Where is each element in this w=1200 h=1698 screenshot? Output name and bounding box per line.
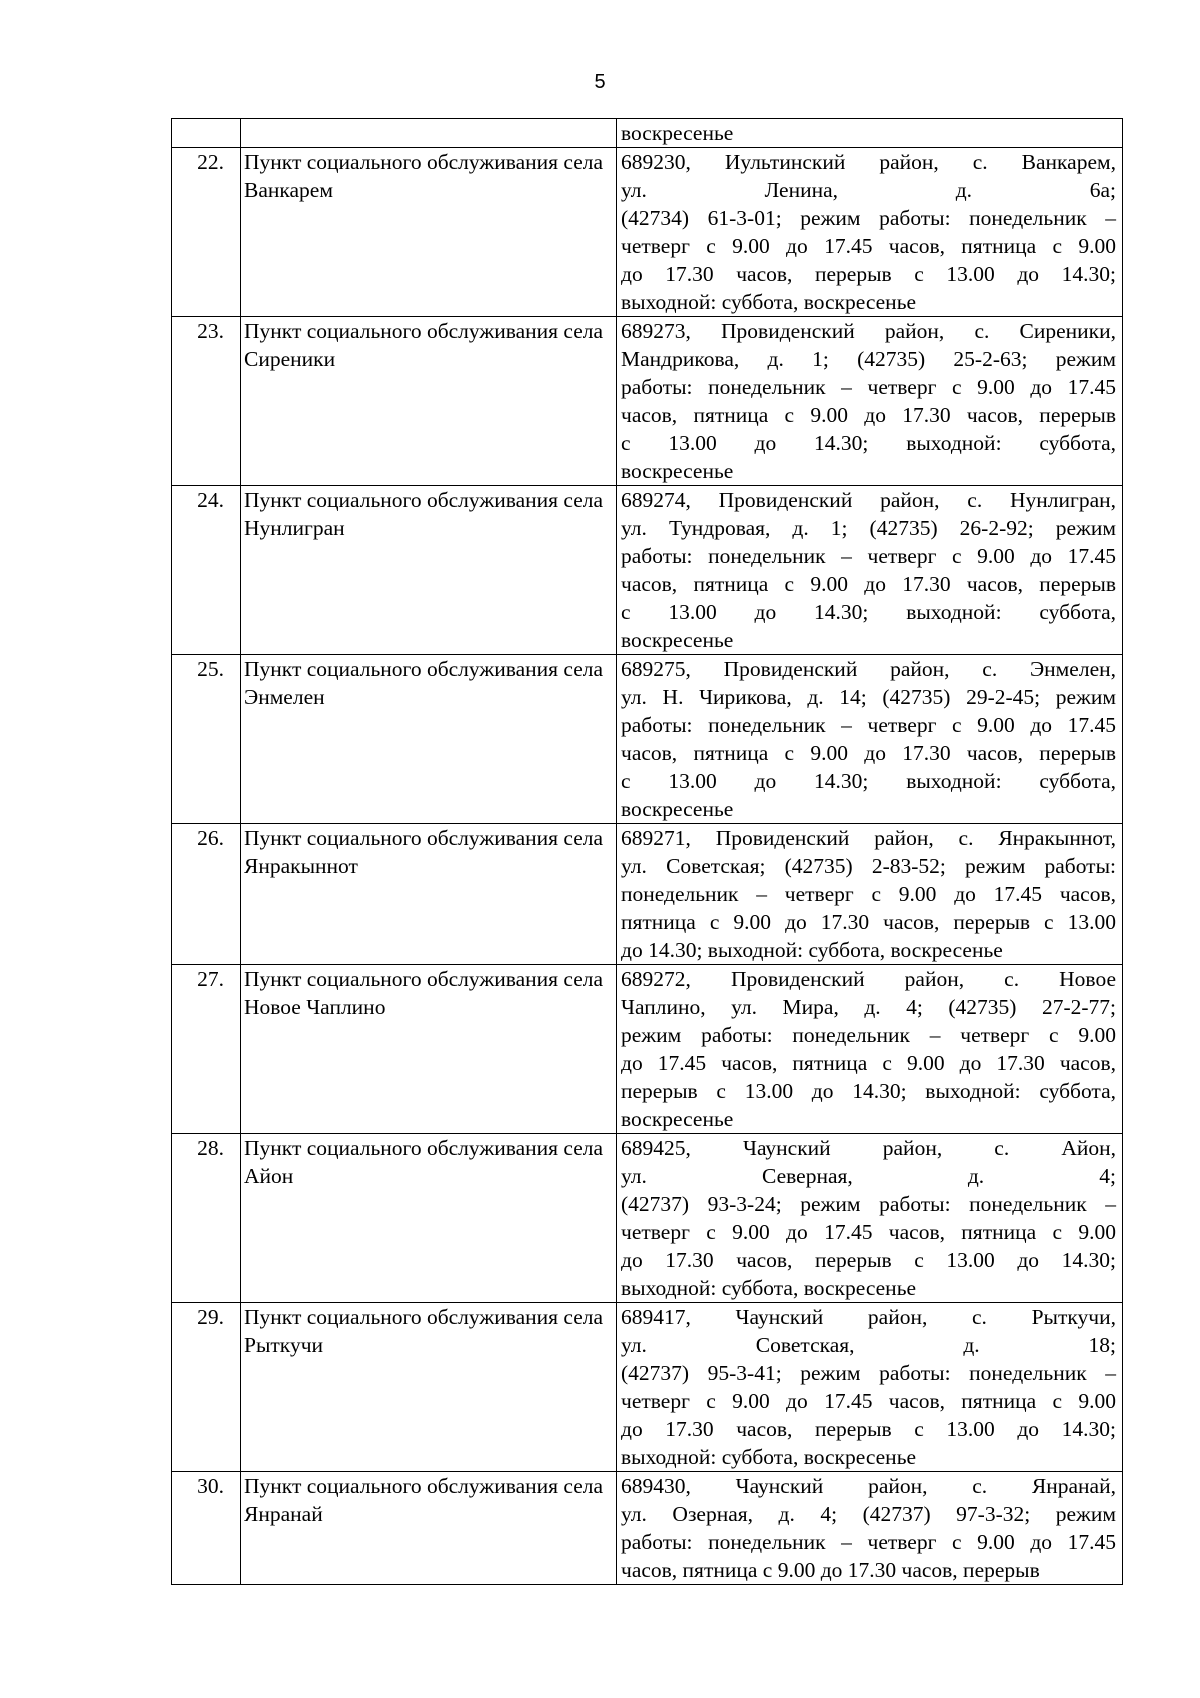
facility-address-cell <box>617 655 1123 824</box>
address-line: ул. Тундровая, д. 1; (42735) 26-2-92; режим <box>621 516 1116 540</box>
facilities-table <box>171 118 1123 1585</box>
address-line: до 17.30 часов, перерыв с 13.00 до 14.30; <box>621 262 1116 286</box>
address-line: до 17.45 часов, пятница с 9.00 до 17.30 часов, <box>621 1051 1116 1075</box>
table-row <box>172 824 1123 965</box>
facility-name-cell: Пункт социального обслуживания села Нунлигран <box>241 486 617 655</box>
row-number-cell: 29. <box>172 1303 241 1472</box>
address-line: до 17.30 часов, перерыв с 13.00 до 14.30; <box>621 1248 1116 1272</box>
address-line: четверг с 9.00 до 17.45 часов, пятница с 9.00 <box>621 1220 1116 1244</box>
address-line: пятница с 9.00 до 17.30 часов, перерыв с 13.00 <box>621 910 1116 934</box>
address-line: работы: понедельник – четверг с 9.00 до 17.45 <box>621 375 1116 399</box>
row-number-cell: 23. <box>172 317 241 486</box>
address-line: выходной: суббота, воскресенье <box>621 1276 917 1300</box>
address-line: 689275, Провиденский район, с. Энмелен, <box>621 657 1116 681</box>
address-line: часов, пятница с 9.00 до 17.30 часов, перерыв <box>621 572 1116 596</box>
address-line: 689430, Чаунский район, с. Янранай, <box>621 1474 1116 1498</box>
address-line: выходной: суббота, воскресенье <box>621 290 917 314</box>
address-line: режим работы: понедельник – четверг с 9.00 <box>621 1023 1116 1047</box>
facility-address-cell <box>617 1472 1123 1585</box>
facility-address-cell <box>617 1303 1123 1472</box>
address-line: выходной: суббота, воскресенье <box>621 1445 917 1469</box>
address-line: Чаплино, ул. Мира, д. 4; (42735) 27-2-77; <box>621 995 1116 1019</box>
facility-name-cell: Пункт социального обслуживания села Ванкарем <box>241 148 617 317</box>
address-line: с 13.00 до 14.30; выходной: суббота, <box>621 431 1116 455</box>
address-line: 689274, Провиденский район, с. Нунлигран, <box>621 488 1116 512</box>
address-line: 689230, Иультинский район, с. Ванкарем, <box>621 150 1116 174</box>
address-line: ул. Н. Чирикова, д. 14; (42735) 29-2-45; режим <box>621 685 1116 709</box>
row-number-cell: 30. <box>172 1472 241 1585</box>
row-number-cell: 27. <box>172 965 241 1134</box>
facility-name-cell: Пункт социального обслуживания села Рыткучи <box>241 1303 617 1472</box>
address-line: ул. Советская, д. 18; <box>621 1333 1116 1357</box>
table-body <box>172 119 1123 1585</box>
address-line: часов, пятница с 9.00 до 17.30 часов, перерыв <box>621 1558 1040 1582</box>
row-number-cell: 28. <box>172 1134 241 1303</box>
address-line: до 14.30; выходной: суббота, воскресенье <box>621 938 1003 962</box>
address-line: 689273, Провиденский район, с. Сиреники, <box>621 319 1116 343</box>
row-number-cell <box>172 119 241 148</box>
facility-address-cell <box>617 965 1123 1134</box>
page-number: 5 <box>594 71 606 93</box>
address-line: четверг с 9.00 до 17.45 часов, пятница с 9.00 <box>621 234 1116 258</box>
address-line: работы: понедельник – четверг с 9.00 до 17.45 <box>621 1530 1116 1554</box>
facility-address-cell <box>617 119 1123 148</box>
address-line: 689425, Чаунский район, с. Айон, <box>621 1136 1116 1160</box>
facility-address-cell <box>617 824 1123 965</box>
address-line: с 13.00 до 14.30; выходной: суббота, <box>621 600 1116 624</box>
table-row <box>172 1303 1123 1472</box>
table-row <box>172 317 1123 486</box>
address-line: понедельник – четверг с 9.00 до 17.45 часов, <box>621 882 1116 906</box>
facility-address-cell <box>617 486 1123 655</box>
facility-address-cell <box>617 317 1123 486</box>
facility-address-cell <box>617 148 1123 317</box>
facility-name-cell: Пункт социального обслуживания села Янранай <box>241 1472 617 1585</box>
table-row <box>172 965 1123 1134</box>
row-number-cell: 22. <box>172 148 241 317</box>
address-line: работы: понедельник – четверг с 9.00 до 17.45 <box>621 713 1116 737</box>
facility-name-cell <box>241 119 617 148</box>
address-line: четверг с 9.00 до 17.45 часов, пятница с 9.00 <box>621 1389 1116 1413</box>
facility-name-cell: Пункт социального обслуживания села Айон <box>241 1134 617 1303</box>
address-line: с 13.00 до 14.30; выходной: суббота, <box>621 769 1116 793</box>
address-line: воскресенье <box>621 628 734 652</box>
address-line: воскресенье <box>621 121 734 145</box>
address-line: воскресенье <box>621 459 734 483</box>
address-line: (42737) 95-3-41; режим работы: понедельник – <box>621 1361 1116 1385</box>
address-line: воскресенье <box>621 1107 734 1131</box>
table-row <box>172 486 1123 655</box>
address-line: 689271, Провиденский район, с. Янракыннот, <box>621 826 1116 850</box>
address-line: работы: понедельник – четверг с 9.00 до 17.45 <box>621 544 1116 568</box>
table-row <box>172 119 1123 148</box>
facility-name-cell: Пункт социального обслуживания села Энмелен <box>241 655 617 824</box>
address-line: Мандрикова, д. 1; (42735) 25-2-63; режим <box>621 347 1116 371</box>
address-line: (42734) 61-3-01; режим работы: понедельник – <box>621 206 1116 230</box>
address-line: перерыв с 13.00 до 14.30; выходной: суббота, <box>621 1079 1116 1103</box>
address-line: часов, пятница с 9.00 до 17.30 часов, перерыв <box>621 403 1116 427</box>
facility-name-cell: Пункт социального обслуживания села Новое Чаплино <box>241 965 617 1134</box>
address-line: до 17.30 часов, перерыв с 13.00 до 14.30; <box>621 1417 1116 1441</box>
row-number-cell: 25. <box>172 655 241 824</box>
address-line: ул. Ленина, д. 6а; <box>621 178 1116 202</box>
address-line: 689272, Провиденский район, с. Новое <box>621 967 1116 991</box>
table-row <box>172 1134 1123 1303</box>
table-row <box>172 655 1123 824</box>
table-row <box>172 1472 1123 1585</box>
address-line: (42737) 93-3-24; режим работы: понедельник – <box>621 1192 1116 1216</box>
address-line: ул. Советская; (42735) 2-83-52; режим работы: <box>621 854 1116 878</box>
address-line: 689417, Чаунский район, с. Рыткучи, <box>621 1305 1116 1329</box>
table-row <box>172 148 1123 317</box>
address-line: ул. Северная, д. 4; <box>621 1164 1116 1188</box>
row-number-cell: 24. <box>172 486 241 655</box>
facility-name-cell: Пункт социального обслуживания села Сиреники <box>241 317 617 486</box>
address-line: ул. Озерная, д. 4; (42737) 97-3-32; режим <box>621 1502 1116 1526</box>
facility-address-cell <box>617 1134 1123 1303</box>
address-line: часов, пятница с 9.00 до 17.30 часов, перерыв <box>621 741 1116 765</box>
row-number-cell: 26. <box>172 824 241 965</box>
address-line: воскресенье <box>621 797 734 821</box>
facility-name-cell: Пункт социального обслуживания села Янракыннот <box>241 824 617 965</box>
